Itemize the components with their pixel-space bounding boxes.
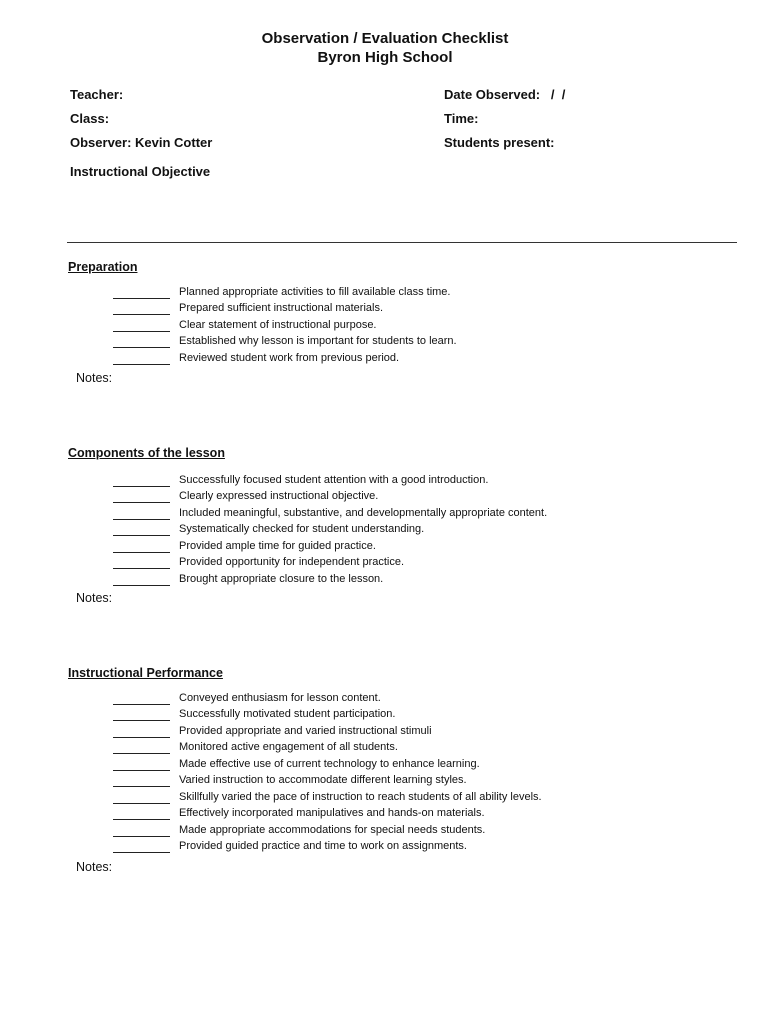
checklist-item: [113, 688, 542, 705]
checklist-item: [113, 705, 542, 722]
checkbox-blank[interactable]: [113, 791, 170, 804]
checklist-item: [113, 771, 542, 788]
checkbox-blank[interactable]: [113, 286, 170, 299]
checkbox-blank[interactable]: [113, 523, 170, 536]
class-label: Class:: [70, 111, 110, 126]
checkbox-blank[interactable]: [113, 774, 170, 787]
checkbox-blank[interactable]: [113, 319, 170, 332]
checklist-item-text: Clearly expressed instructional objective.: [179, 490, 379, 503]
notes-label-components: Notes:: [76, 591, 113, 605]
checkbox-blank[interactable]: [113, 507, 170, 520]
checkbox-blank[interactable]: [113, 840, 170, 853]
checklist-item: [113, 332, 457, 349]
checkbox-blank[interactable]: [113, 352, 170, 365]
checklist-item: [113, 487, 547, 504]
checklist-item: [113, 820, 542, 837]
date-observed-label: Date Observed: / /: [444, 87, 566, 102]
checkbox-blank[interactable]: [113, 573, 170, 586]
checkbox-blank[interactable]: [113, 741, 170, 754]
checklist-item: [113, 787, 542, 804]
checklist-item-text: Established why lesson is important for students to learn.: [179, 335, 457, 348]
notes-label-preparation: Notes:: [76, 371, 113, 385]
checklist-item: [113, 569, 547, 586]
checklist-components: [113, 470, 547, 586]
checklist-item-text: Provided guided practice and time to work on assignments.: [179, 840, 467, 853]
checkbox-blank[interactable]: [113, 708, 170, 721]
checklist-item: [113, 520, 547, 537]
checkbox-blank[interactable]: [113, 490, 170, 503]
checklist-item: [113, 315, 457, 332]
checklist-item-text: Effectively incorporated manipulatives and hands-on materials.: [179, 807, 485, 820]
checklist-item: [113, 299, 457, 316]
checklist-item-text: Prepared sufficient instructional materials.: [179, 302, 384, 315]
checklist-item: [113, 282, 457, 299]
checklist-item-text: Successfully focused student attention with a good introduction.: [179, 473, 489, 486]
document-title: Observation / Evaluation Checklist: [261, 30, 509, 47]
instructional-objective-label: Instructional Objective: [70, 164, 211, 179]
students-present-label: Students present:: [444, 135, 555, 150]
checkbox-blank[interactable]: [113, 540, 170, 553]
checkbox-blank[interactable]: [113, 807, 170, 820]
checklist-item: [113, 837, 542, 854]
checkbox-blank[interactable]: [113, 824, 170, 837]
section-heading-instructional-performance: Instructional Performance: [68, 666, 223, 680]
checklist-instructional-performance: [113, 688, 542, 853]
checklist-item: [113, 804, 542, 821]
checklist-item-text: Provided appropriate and varied instructional stimuli: [179, 724, 432, 737]
checklist-item-text: Included meaningful, substantive, and developmentally appropriate content.: [179, 506, 548, 519]
checklist-item-text: Reviewed student work from previous period.: [179, 351, 400, 364]
checklist-item-text: Conveyed enthusiasm for lesson content.: [179, 691, 381, 704]
checkbox-blank[interactable]: [113, 335, 170, 348]
teacher-label: Teacher:: [70, 87, 124, 102]
checklist-item-text: Made effective use of current technology to enhance learning.: [179, 757, 480, 770]
checklist-item: [113, 553, 547, 570]
checklist-item-text: Successfully motivated student participation.: [179, 708, 396, 721]
checklist-item-text: Planned appropriate activities to fill available class time.: [179, 285, 451, 298]
section-heading-preparation: Preparation: [68, 260, 138, 274]
checklist-item: [113, 721, 542, 738]
checklist-item: [113, 470, 547, 487]
checklist-item-text: Provided ample time for guided practice.: [179, 539, 376, 552]
checklist-item-text: Clear statement of instructional purpose.: [179, 318, 377, 331]
checkbox-blank[interactable]: [113, 758, 170, 771]
time-label: Time:: [444, 111, 479, 126]
checkbox-blank[interactable]: [113, 302, 170, 315]
checklist-item: [113, 536, 547, 553]
checklist-item-text: Varied instruction to accommodate different learning styles.: [179, 774, 467, 787]
checklist-item: [113, 348, 457, 365]
checklist-item: [113, 503, 547, 520]
section-heading-components: Components of the lesson: [68, 446, 225, 460]
horizontal-divider: [67, 242, 737, 243]
observer-label: Observer: Kevin Cotter: [70, 135, 213, 150]
checkbox-blank[interactable]: [113, 556, 170, 569]
checklist-item-text: Brought appropriate closure to the lesson.: [179, 572, 384, 585]
checklist-item-text: Systematically checked for student understanding.: [179, 523, 425, 536]
checkbox-blank[interactable]: [113, 725, 170, 738]
checklist-item: [113, 738, 542, 755]
checklist-preparation: [113, 282, 457, 365]
checklist-item-text: Made appropriate accommodations for special needs students.: [179, 823, 486, 836]
checklist-item-text: Skillfully varied the pace of instruction to reach students of all ability levels.: [179, 790, 542, 803]
checkbox-blank[interactable]: [113, 692, 170, 705]
checklist-item: [113, 754, 542, 771]
checklist-item-text: Provided opportunity for independent practice.: [179, 556, 405, 569]
checkbox-blank[interactable]: [113, 474, 170, 487]
checklist-item-text: Monitored active engagement of all students.: [179, 741, 398, 754]
notes-label-instructional-performance: Notes:: [76, 860, 113, 874]
school-name: Byron High School: [317, 49, 453, 66]
